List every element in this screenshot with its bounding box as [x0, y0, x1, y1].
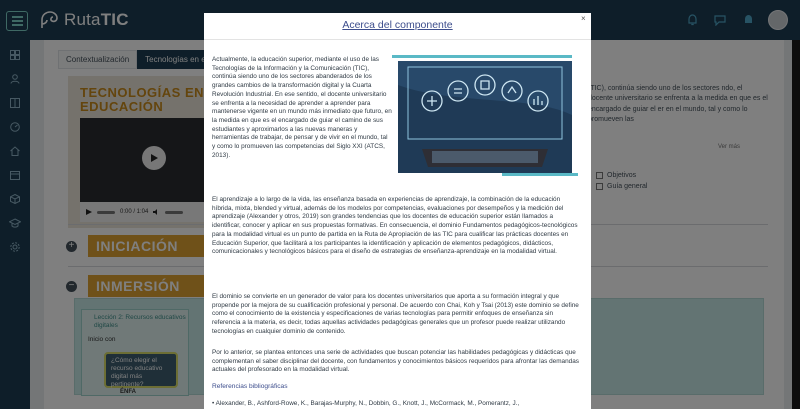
modal-paragraph-2: El aprendizaje a lo largo de la vida, las enseñanza basada en experiencias de aprendizaje, la combinación de la educación híbrida, mixta, blended y virtual, además de los modelos por competencias, evaluaciones por desempeños y la medición del aprendizaje (Alexander y otros, 2019) son grandes tendencias que los docentes de educación superior están llamados a identificar, conocer y aplicar en sus propuestas formativas. En consecuencia, el dominio Fundamentos pedagógicos-tecnológicos para la modalidad virtual es un punto de partida en la Ruta de Apropiación de las TIC para cualificar las prácticas docentes en Educación Superior, que facilitará a los participantes la identificación y aplicación de elementos pedagógicos, didácticos, comunicacionales y tecnológicos básicos para el diseño de estrategias de enseñanza-aprendizaje en la modalidad virtual.	[212, 196, 578, 256]
reference-item: • Alexander, B., Ashford-Rowe, K., Barajas-Murphy, N., Dobbin, G., Knott, J., McCormack, M., Pomerantz, J.,	[212, 400, 520, 407]
modal-paragraph-4: Por lo anterior, se plantea entonces una serie de actividades que buscan potenciar las habilidades pedagógicas y didácticas que complementan el saber disciplinar del docente, con fundamentos y conocimientos básicos requeridos para afrontar las demandas actuales del profesorado en la modalidad virtual.	[212, 349, 579, 374]
modal-paragraph-3: El dominio se convierte en un generador de valor para los docentes universitarios que aporta a su formación integral y que propende por la mejora de su cualificación profesional y personal. De acuerdo con Chai, Koh y Tsai (2013) este dominio se define como el conocimiento de la existencia y especificaciones de varias tecnologías para permitir enfoques de enseñanza sin referencia a la materia, es decir, todas aquellas actividades pedagógicas generales que un profesor puede realizar utilizando tecnologías en cualquier dominio de contenido.	[212, 293, 579, 335]
references-heading: Referencias bibliográficas	[212, 383, 288, 390]
modal-paragraph-1: Actualmente, la educación superior, mediante el uso de las Tecnologías de la Información y la Comunicación (TIC), continúa siendo uno de los sectores abanderados de los grandes cambios de la transformación digital y la Cuarta Revolución Industrial. En ese sentido, el docente universitario se enfrenta a la necesidad de aprender a aprender para mantenerse vigente en un mundo más inmediato que futuro, en la medida en que es el encargado de guiar el camino de sus estudiantes y aproximarlos a las nuevas maneras y herramientas de trabajar, de pensar y de vivir en el mundo, tal y como lo promueven las competencias del Siglo XXI (ATCS, 2013).	[212, 56, 392, 159]
modal-title: Acerca del componente	[342, 19, 453, 31]
about-modal	[204, 13, 591, 409]
modal-divider	[204, 39, 591, 40]
tablet-photo	[392, 55, 578, 179]
close-icon[interactable]: ×	[581, 14, 586, 23]
